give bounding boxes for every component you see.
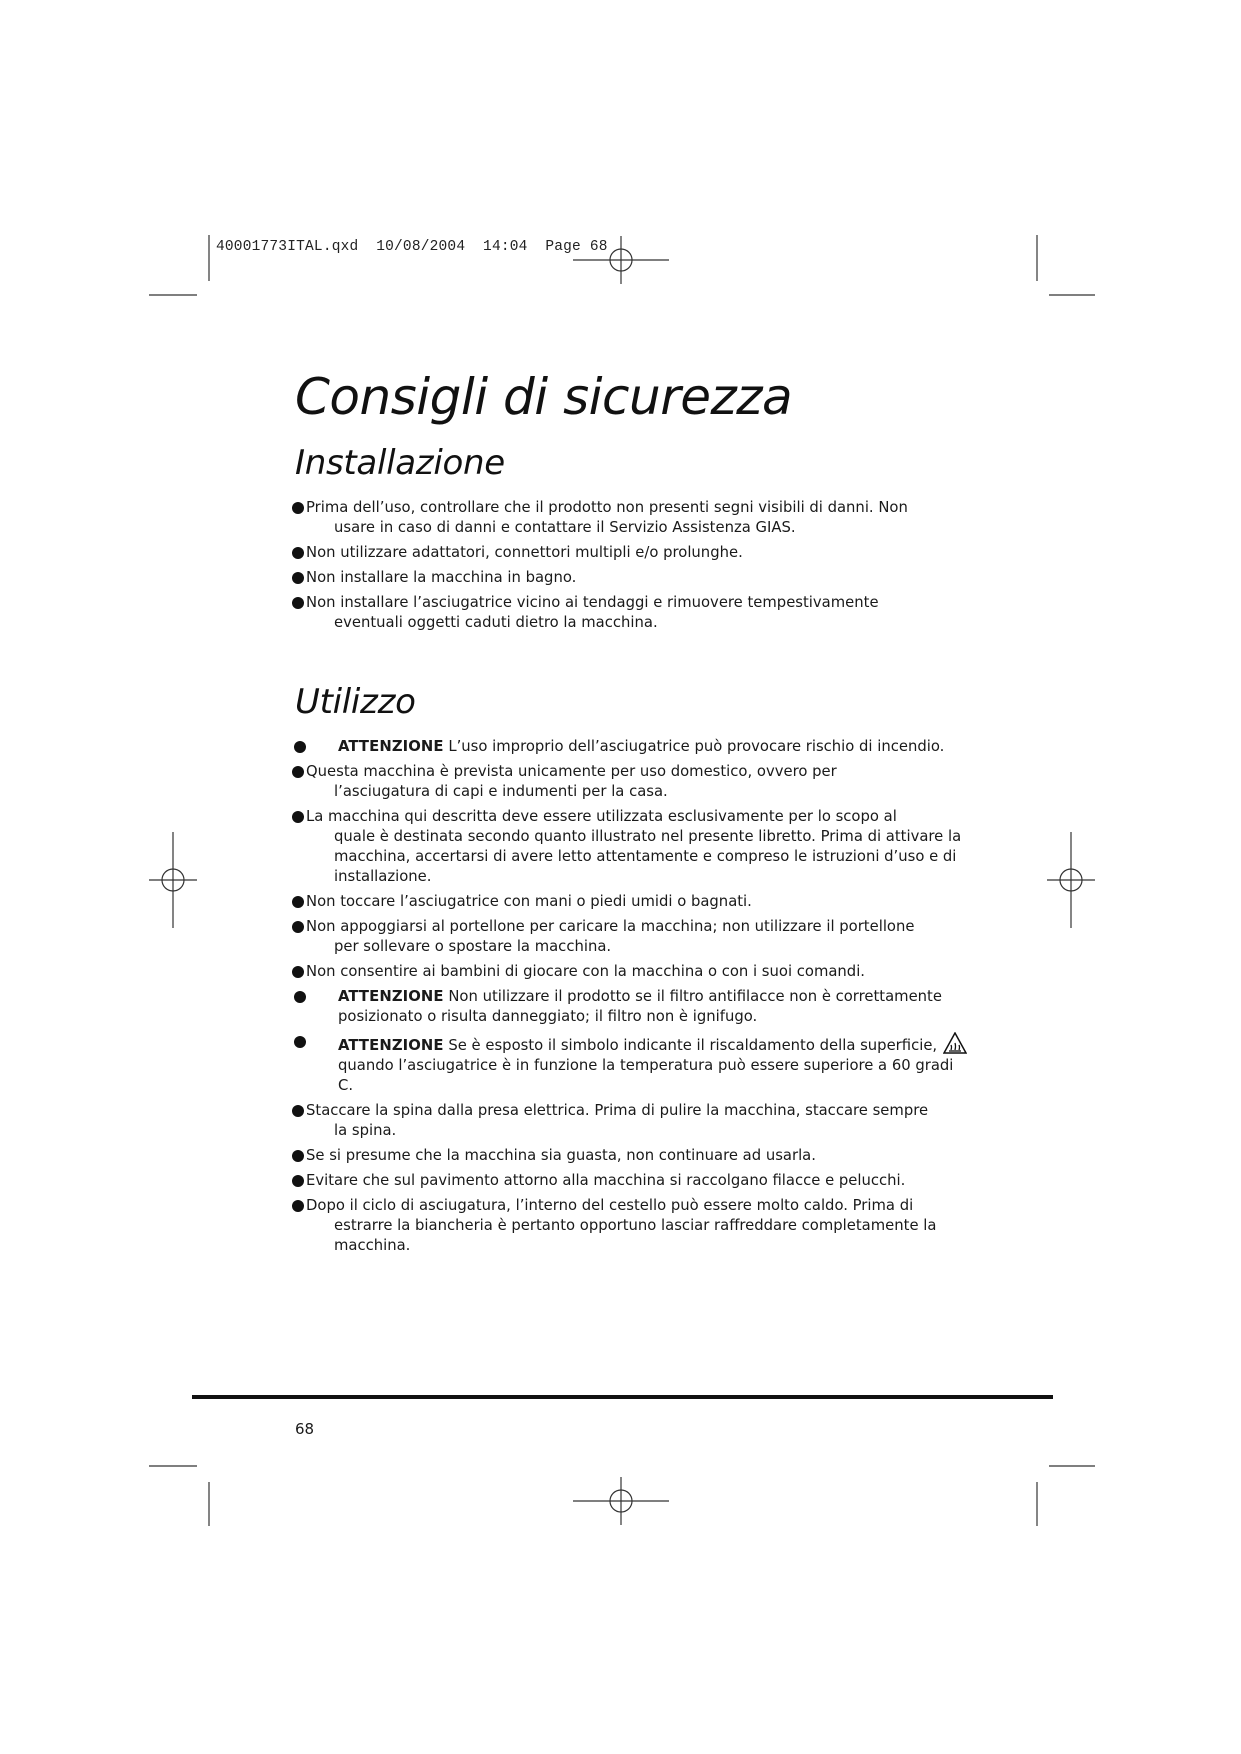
page-title: Consigli di sicurezza	[295, 368, 793, 426]
registration-mark-icon	[149, 832, 197, 928]
list-item: Se si presume che la macchina sia guasta, non continuare ad usarla.	[292, 1146, 972, 1166]
warning-label: ATTENZIONE	[338, 988, 444, 1005]
registration-mark-icon	[573, 1477, 669, 1525]
utilizzo-list	[292, 737, 972, 1261]
footer-rule	[192, 1395, 1053, 1399]
list-item: Questa macchina è prevista unicamente per uso domestico, ovvero per l’asciugatura di capi e indumenti per la casa.	[292, 762, 972, 802]
warning-item: ATTENZIONE L’uso improprio dell’asciugatrice può provocare rischio di incendio.	[292, 737, 972, 757]
bullet-icon	[292, 502, 304, 514]
bullet-icon	[292, 896, 304, 908]
list-item: Non utilizzare adattatori, connettori multipli e/o prolunghe.	[292, 543, 972, 563]
bullet-icon	[292, 811, 304, 823]
list-item: Non appoggiarsi al portellone per caricare la macchina; non utilizzare il portellone per sollevare o spostare la macchina.	[292, 917, 972, 957]
section-heading-utilizzo: Utilizzo	[295, 682, 416, 722]
bullet-icon	[292, 921, 304, 933]
bullet-icon	[292, 547, 304, 559]
registration-mark-icon	[1047, 832, 1095, 928]
warning-item: ATTENZIONE Non utilizzare il prodotto se il filtro antifilacce non è correttamente posizionato o risulta danneggiato; il filtro non è ignifugo.	[292, 987, 972, 1027]
bullet-icon	[292, 1150, 304, 1162]
list-item: Staccare la spina dalla presa elettrica. Prima di pulire la macchina, staccare sempre la spina.	[292, 1101, 972, 1141]
list-item: Prima dell’uso, controllare che il prodotto non presenti segni visibili di danni. Non usare in caso di danni e contattare il Servizio Assistenza GIAS.	[292, 498, 972, 538]
bullet-icon	[292, 966, 304, 978]
warning-label: ATTENZIONE	[338, 1037, 444, 1054]
page-number: 68	[295, 1420, 315, 1438]
bullet-icon	[292, 572, 304, 584]
list-item: Non installare la macchina in bagno.	[292, 568, 972, 588]
warning-label: ATTENZIONE	[338, 738, 444, 755]
warning-item: ATTENZIONE Se è esposto il simbolo indicante il riscaldamento della superficie, quando l’asciugatrice è in funzione la temperatura può essere superiore a 60 gradi C.	[292, 1032, 972, 1096]
list-item: La macchina qui descritta deve essere utilizzata esclusivamente per lo scopo al quale è destinata secondo quanto illustrato nel presente libretto. Prima di attivare la macchina, accertarsi di avere letto attentamente e compreso le istruzioni d’uso e di installazione.	[292, 807, 972, 887]
bullet-icon	[292, 597, 304, 609]
list-item: Non installare l’asciugatrice vicino ai tendaggi e rimuovere tempestivamente eventuali oggetti caduti dietro la macchina.	[292, 593, 972, 633]
bullet-icon	[292, 1200, 304, 1212]
bullet-icon	[294, 1036, 306, 1048]
list-item: Evitare che sul pavimento attorno alla macchina si raccolgano filacce e pelucchi.	[292, 1171, 972, 1191]
installazione-list	[292, 498, 972, 638]
list-item: Non toccare l’asciugatrice con mani o piedi umidi o bagnati.	[292, 892, 972, 912]
section-heading-installazione: Installazione	[295, 443, 505, 483]
hot-surface-warning-icon	[943, 1032, 967, 1054]
list-item: Dopo il ciclo di asciugatura, l’interno del cestello può essere molto caldo. Prima di estrarre la biancheria è pertanto opportuno lasciar raffreddare completamente la macchina.	[292, 1196, 972, 1256]
bullet-icon	[294, 991, 306, 1003]
file-slug: 40001773ITAL.qxd 10/08/2004 14:04 Page 68	[216, 239, 608, 255]
bullet-icon	[292, 1105, 304, 1117]
bullet-icon	[292, 766, 304, 778]
list-item: Non consentire ai bambini di giocare con la macchina o con i suoi comandi.	[292, 962, 972, 982]
bullet-icon	[294, 741, 306, 753]
bullet-icon	[292, 1175, 304, 1187]
